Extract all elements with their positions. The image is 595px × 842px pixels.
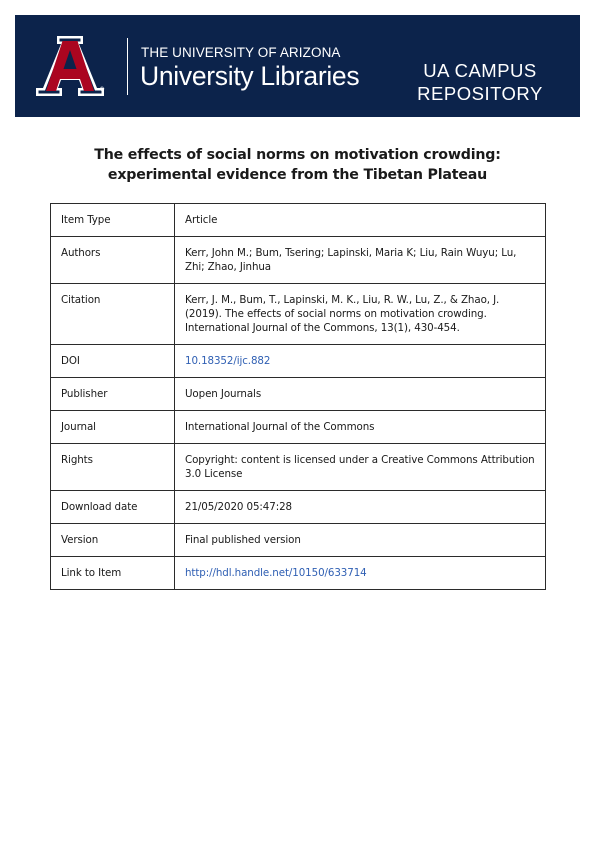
- metadata-row: [51, 411, 546, 444]
- metadata-value: International Journal of the Commons: [175, 411, 546, 444]
- metadata-row: [51, 444, 546, 491]
- metadata-value: Kerr, John M.; Bum, Tsering; Lapinski, Maria K; Liu, Rain Wuyu; Lu, Zhi; Zhao, Jinhua: [175, 237, 546, 284]
- metadata-label: Journal: [51, 411, 175, 444]
- metadata-link[interactable]: 10.18352/ijc.882: [185, 355, 271, 367]
- metadata-label: Rights: [51, 444, 175, 491]
- metadata-value: Copyright: content is licensed under a Creative Commons Attribution 3.0 License: [175, 444, 546, 491]
- metadata-link[interactable]: http://hdl.handle.net/10150/633714: [185, 567, 367, 579]
- metadata-row: [51, 491, 546, 524]
- metadata-label: Version: [51, 524, 175, 557]
- metadata-row: [51, 204, 546, 237]
- metadata-value: Uopen Journals: [175, 378, 546, 411]
- registered-mark: ®: [99, 86, 105, 93]
- metadata-row: [51, 237, 546, 284]
- metadata-row: [51, 524, 546, 557]
- document-title-line1: The effects of social norms on motivation crowding:: [94, 147, 501, 163]
- university-name: THE UNIVERSITY OF ARIZONA: [141, 45, 341, 60]
- metadata-value: Final published version: [175, 524, 546, 557]
- metadata-row: [51, 557, 546, 590]
- metadata-label: Publisher: [51, 378, 175, 411]
- repository-label-line1: UA CAMPUS: [423, 60, 537, 81]
- metadata-value: [175, 345, 546, 378]
- repository-label: [400, 59, 560, 105]
- metadata-row: [51, 378, 546, 411]
- university-of-arizona-logo[interactable]: [34, 36, 106, 96]
- repository-label-line2: REPOSITORY: [417, 83, 543, 104]
- metadata-label: DOI: [51, 345, 175, 378]
- metadata-row: [51, 345, 546, 378]
- metadata-label: Link to Item: [51, 557, 175, 590]
- libraries-name: University Libraries: [140, 61, 360, 91]
- metadata-row: [51, 284, 546, 345]
- metadata-label: Citation: [51, 284, 175, 345]
- document-title-line2: experimental evidence from the Tibetan Plateau: [107, 167, 488, 183]
- metadata-value: [175, 557, 546, 590]
- metadata-value: Kerr, J. M., Bum, T., Lapinski, M. K., Liu, R. W., Lu, Z., & Zhao, J. (2019). The effects of social norms on motivation crowding. International Journal of the Commons, 13(1), 430-454.: [175, 284, 546, 345]
- document-title: [50, 145, 545, 185]
- banner-divider: [127, 38, 128, 95]
- metadata-label: Authors: [51, 237, 175, 284]
- metadata-value: Article: [175, 204, 546, 237]
- header-banner: [15, 15, 580, 117]
- metadata-table: [50, 203, 546, 590]
- metadata-label: Download date: [51, 491, 175, 524]
- metadata-label: Item Type: [51, 204, 175, 237]
- metadata-value: 21/05/2020 05:47:28: [175, 491, 546, 524]
